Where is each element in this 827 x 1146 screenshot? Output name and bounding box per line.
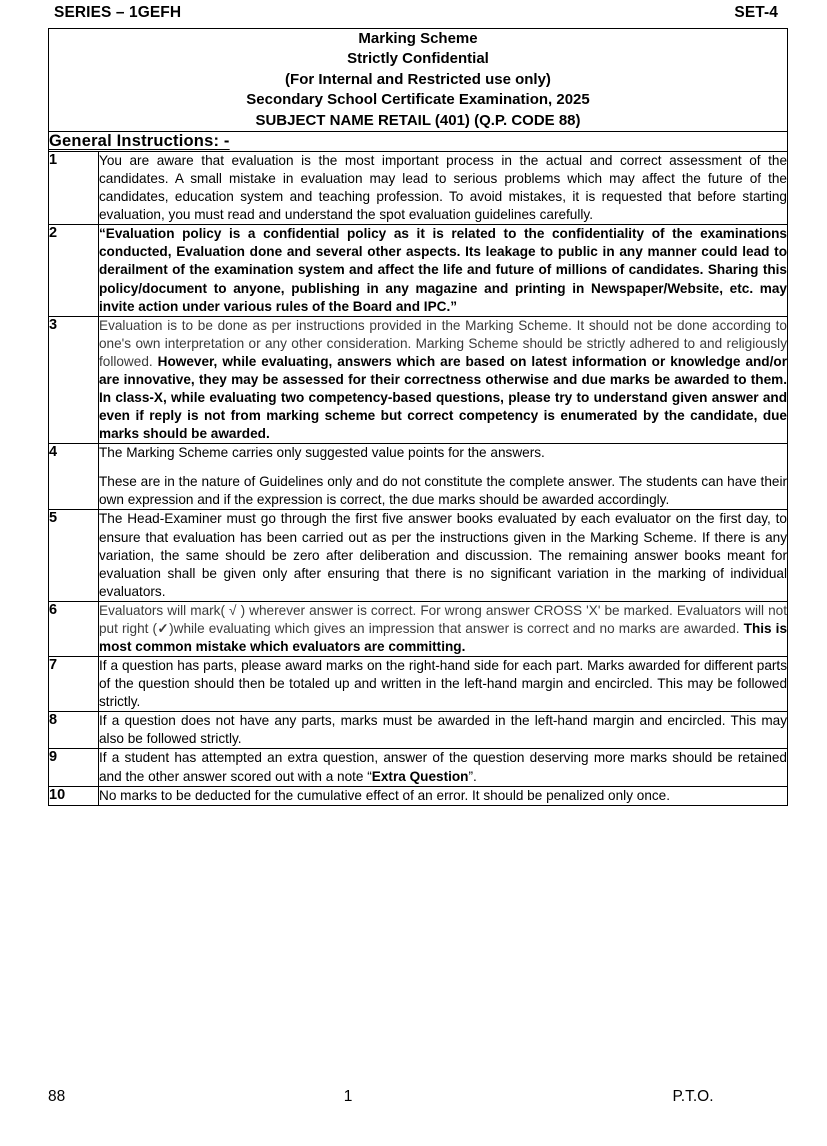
radical-check-icon: √ [229,602,237,618]
instruction-text-regular: ) wherever answer is correct. For wrong answer CROSS 'X' be marked. Evaluators will not put right ( [99,602,787,636]
instruction-paragraph: These are in the nature of Guidelines only and do not constitute the complete answer. The students can have their own expression and if the expression is correct, the due marks should be awarded accordingly. [99,474,787,508]
instruction-text [99,601,788,656]
instruction-row [49,151,788,224]
header-line-internal-use: (For Internal and Restricted use only) [285,70,551,88]
instruction-text-bold: However, while evaluating, answers which are based on latest information or knowledge and/or are innovative, they may be assessed for their correctness otherwise and due marks be awarded to them. In class-X, while evaluating two competency-based questions, please try to understand given answer and even if reply is not from marking scheme but correct competency is enumerated by the candidate, due marks should be awarded. [99,353,787,442]
instruction-row [49,225,788,316]
instruction-text-regular: Evaluation is to be done as per instructions provided in the Marking Scheme. It should not be done according to one's own interpretation or any other consideration. Marking Scheme should be strictly adhered to and religiously followed. [99,317,787,369]
instruction-number: 10 [49,786,99,805]
instruction-paragraph: If a question has parts, please award marks on the right-hand side for each part. Marks awarded for different parts of the question should then be totaled up and written in the left-hand margin and encircled. This may be followed strictly. [99,658,787,710]
general-instructions-title: General Instructions: - [49,131,230,150]
quote-close: ” [468,768,474,784]
instruction-paragraph: The Marking Scheme carries only suggested value points for the answers. [99,445,545,461]
general-instructions-cell [49,131,788,151]
heavy-check-icon: ✓ [157,620,170,636]
instruction-text [99,151,788,224]
instruction-text-bold: This is most common mistake which evaluators are committing. [99,620,788,654]
instruction-row [49,601,788,656]
header-line-strictly-confidential: Strictly Confidential [347,50,489,68]
instruction-text [99,316,788,444]
instruction-number: 6 [49,601,99,656]
instruction-paragraph [99,602,787,656]
instruction-row [49,316,788,444]
instructions-table [48,28,788,806]
exam-header-block [49,29,788,132]
series-set-row [48,0,788,28]
header-line-examination: Secondary School Certificate Examination, 2025 [246,91,590,109]
instruction-paragraph [99,749,787,785]
quote-open: “ [367,768,372,784]
instruction-row [49,749,788,786]
instruction-text-regular: Evaluators will mark( [99,602,230,618]
general-instructions-row [49,131,788,151]
footer-pto: P.T.O. [672,1088,714,1105]
footer-code: 88 [48,1088,66,1105]
instruction-paragraph: “Evaluation policy is a confidential policy as it is related to the confidentiality of the examinations conducted, Evaluation done and several other aspects. Its leakage to public in any manner could lead to derailment of the examination system and affect the life and future of millions of candidates. Sharing this policy/document to anyone, publishing in any magazine and printing in Newspaper/Website, etc. may invite action under various rules of the Board and IPC.” [99,226,787,314]
series-label: SERIES – 1GEFH [54,4,182,21]
set-label: SET-4 [734,4,778,21]
instruction-number: 2 [49,225,99,316]
footer-page-number: 1 [343,1088,353,1105]
instruction-paragraph: No marks to be deducted for the cumulative effect of an error. It should be penalized only once. [99,787,671,803]
header-block-row [49,29,788,132]
instruction-row [49,712,788,749]
instruction-number: 8 [49,712,99,749]
instruction-row [49,786,788,805]
instruction-paragraph [99,317,787,444]
instruction-row [49,444,788,510]
instruction-number: 4 [49,444,99,510]
instruction-number: 1 [49,151,99,224]
instruction-paragraph: You are aware that evaluation is the most important process in the actual and correct assessment of the candidates. A small mistake in evaluation may lead to serious problems which may affect the future of the candidates, education system and teaching profession. To avoid mistakes, it is requested that before starting evaluation, you must read and understand the spot evaluation guidelines carefully. [99,152,787,223]
instruction-text-bold: Extra Question [371,768,469,784]
instruction-text [99,712,788,749]
page-footer [48,1088,788,1118]
instruction-text [99,444,788,510]
instruction-text [99,225,788,316]
header-line-marking-scheme: Marking Scheme [358,30,478,47]
instruction-number: 9 [49,749,99,786]
instruction-text-regular: . [473,768,477,784]
instruction-paragraph: The Head-Examiner must go through the first five answer books evaluated by each evaluator on the first day, to ensure that evaluation has been carried out as per the instructions given in the Marking Scheme. If there is any variation, the same should be zero after deliberation and discussion. The remaining answer books meant for evaluation shall be given only after ensuring that there is no significant variation in the marking of individual evaluators. [99,511,787,599]
instruction-text-regular: )while evaluating which gives an impression that answer is correct and no marks are awarded. [169,620,744,636]
instruction-row [49,510,788,601]
instruction-text [99,786,788,805]
instruction-text [99,510,788,601]
instruction-text [99,657,788,712]
instruction-row [49,657,788,712]
instruction-number: 7 [49,657,99,712]
instruction-text-regular: If a student has attempted an extra question, answer of the question deserving more marks should be retained and the other answer scored out with a note [99,750,787,784]
instruction-paragraph: If a question does not have any parts, marks must be awarded in the left-hand margin and encircled. This may also be followed strictly. [99,713,787,747]
header-line-subject: SUBJECT NAME RETAIL (401) (Q.P. CODE 88) [255,111,581,129]
document-page [48,0,788,1146]
instruction-text [99,749,788,786]
instruction-number: 5 [49,510,99,601]
instruction-number: 3 [49,316,99,444]
